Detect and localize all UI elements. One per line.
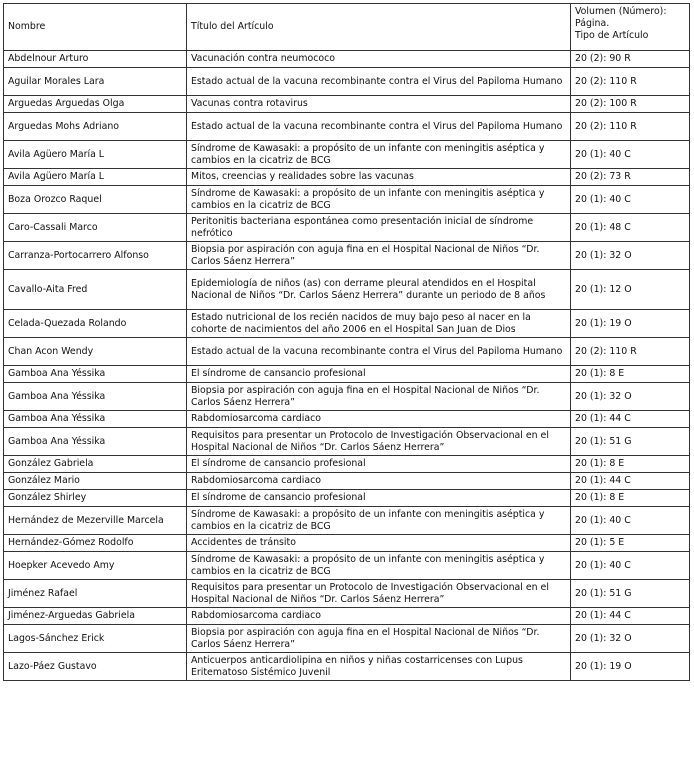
table-row: [4, 625, 690, 653]
article-title-cell: Síndrome de Kawasaki: a propósito de un infante con meningitis aséptica y cambios en la cicatriz de BCG: [187, 552, 571, 580]
table-row: [4, 214, 690, 242]
author-name-cell: Avila Agüero María L: [4, 141, 187, 169]
article-title-cell: Biopsia por aspiración con aguja fina en el Hospital Nacional de Niños “Dr. Carlos Sáenz Herrera”: [187, 383, 571, 411]
table-row: [4, 580, 690, 608]
author-index-table: [3, 3, 690, 681]
header-row: [4, 4, 690, 51]
author-name-cell: González Mario: [4, 473, 187, 490]
article-title-cell: Epidemiología de niños (as) con derrame pleural atendidos en el Hospital Nacional de Niños “Dr. Carlos Sáenz Herrera” durante un periodo de 8 años: [187, 270, 571, 310]
header-title: Título del Artículo: [187, 4, 571, 51]
article-title-cell: Estado actual de la vacuna recombinante contra el Virus del Papiloma Humano: [187, 68, 571, 96]
volume-page-type-cell: 20 (1): 48 C: [571, 214, 690, 242]
table-row: [4, 490, 690, 507]
volume-page-type-cell: 20 (1): 8 E: [571, 456, 690, 473]
author-name-cell: Arguedas Arguedas Olga: [4, 96, 187, 113]
author-name-cell: Gamboa Ana Yéssika: [4, 411, 187, 428]
volume-page-type-cell: 20 (1): 5 E: [571, 535, 690, 552]
author-name-cell: Hernández de Mezerville Marcela: [4, 507, 187, 535]
table-row: [4, 169, 690, 186]
volume-page-type-cell: 20 (1): 8 E: [571, 366, 690, 383]
table-row: [4, 473, 690, 490]
article-title-cell: Vacunación contra neumococo: [187, 51, 571, 68]
author-name-cell: Lagos-Sánchez Erick: [4, 625, 187, 653]
article-title-cell: El síndrome de cansancio profesional: [187, 490, 571, 507]
author-name-cell: Hernández-Gómez Rodolfo: [4, 535, 187, 552]
article-title-cell: Rabdomiosarcoma cardiaco: [187, 608, 571, 625]
table-body: [4, 51, 690, 681]
author-name-cell: Arguedas Mohs Adriano: [4, 113, 187, 141]
volume-page-type-cell: 20 (2): 90 R: [571, 51, 690, 68]
table-row: [4, 535, 690, 552]
header-volume-line-1: Volumen (Número):: [575, 6, 667, 17]
author-name-cell: Chan Acon Wendy: [4, 338, 187, 366]
table-row: [4, 456, 690, 473]
author-name-cell: Gamboa Ana Yéssika: [4, 428, 187, 456]
table-row: [4, 141, 690, 169]
article-title-cell: El síndrome de cansancio profesional: [187, 456, 571, 473]
table-row: [4, 242, 690, 270]
article-title-cell: Mitos, creencias y realidades sobre las vacunas: [187, 169, 571, 186]
volume-page-type-cell: 20 (2): 73 R: [571, 169, 690, 186]
volume-page-type-cell: 20 (2): 100 R: [571, 96, 690, 113]
volume-page-type-cell: 20 (1): 40 C: [571, 552, 690, 580]
article-title-cell: Vacunas contra rotavirus: [187, 96, 571, 113]
article-title-cell: Accidentes de tránsito: [187, 535, 571, 552]
header-volume: [571, 4, 690, 51]
header-name: Nombre: [4, 4, 187, 51]
table-row: [4, 310, 690, 338]
volume-page-type-cell: 20 (1): 44 C: [571, 608, 690, 625]
volume-page-type-cell: 20 (1): 12 O: [571, 270, 690, 310]
article-title-cell: Estado actual de la vacuna recombinante contra el Virus del Papiloma Humano: [187, 338, 571, 366]
table-row: [4, 383, 690, 411]
volume-page-type-cell: 20 (1): 40 C: [571, 141, 690, 169]
volume-page-type-cell: 20 (1): 51 G: [571, 580, 690, 608]
volume-page-type-cell: 20 (1): 44 C: [571, 411, 690, 428]
table-row: [4, 186, 690, 214]
volume-page-type-cell: 20 (1): 32 O: [571, 242, 690, 270]
article-title-cell: Síndrome de Kawasaki: a propósito de un infante con meningitis aséptica y cambios en la cicatriz de BCG: [187, 141, 571, 169]
volume-page-type-cell: 20 (1): 51 G: [571, 428, 690, 456]
author-name-cell: Hoepker Acevedo Amy: [4, 552, 187, 580]
volume-page-type-cell: 20 (1): 32 O: [571, 383, 690, 411]
article-title-cell: Rabdomiosarcoma cardiaco: [187, 473, 571, 490]
article-title-cell: Estado actual de la vacuna recombinante contra el Virus del Papiloma Humano: [187, 113, 571, 141]
table-row: [4, 507, 690, 535]
table-row: [4, 653, 690, 681]
author-name-cell: Jiménez Rafael: [4, 580, 187, 608]
volume-page-type-cell: 20 (1): 44 C: [571, 473, 690, 490]
author-name-cell: González Gabriela: [4, 456, 187, 473]
author-name-cell: Gamboa Ana Yéssika: [4, 383, 187, 411]
table-row: [4, 51, 690, 68]
author-name-cell: Celada-Quezada Rolando: [4, 310, 187, 338]
article-title-cell: Síndrome de Kawasaki: a propósito de un infante con meningitis aséptica y cambios en la cicatriz de BCG: [187, 507, 571, 535]
author-name-cell: Gamboa Ana Yéssika: [4, 366, 187, 383]
volume-page-type-cell: 20 (1): 40 C: [571, 507, 690, 535]
table-row: [4, 113, 690, 141]
author-name-cell: Avila Agüero María L: [4, 169, 187, 186]
article-title-cell: Síndrome de Kawasaki: a propósito de un infante con meningitis aséptica y cambios en la cicatriz de BCG: [187, 186, 571, 214]
article-title-cell: Biopsia por aspiración con aguja fina en el Hospital Nacional de Niños “Dr. Carlos Sáenz Herrera”: [187, 625, 571, 653]
volume-page-type-cell: 20 (1): 32 O: [571, 625, 690, 653]
author-name-cell: Abdelnour Arturo: [4, 51, 187, 68]
header-volume-line-2: Página.: [575, 18, 610, 29]
author-name-cell: Caro-Cassali Marco: [4, 214, 187, 242]
volume-page-type-cell: 20 (1): 40 C: [571, 186, 690, 214]
author-name-cell: González Shirley: [4, 490, 187, 507]
table-row: [4, 338, 690, 366]
article-title-cell: El síndrome de cansancio profesional: [187, 366, 571, 383]
table-row: [4, 608, 690, 625]
author-name-cell: Carranza-Portocarrero Alfonso: [4, 242, 187, 270]
article-title-cell: Biopsia por aspiración con aguja fina en el Hospital Nacional de Niños “Dr. Carlos Sáenz Herrera”: [187, 242, 571, 270]
author-name-cell: Aguilar Morales Lara: [4, 68, 187, 96]
table-row: [4, 552, 690, 580]
article-title-cell: Anticuerpos anticardiolipina en niños y niñas costarricenses con Lupus Eritematoso Sistémico Juvenil: [187, 653, 571, 681]
author-name-cell: Cavallo-Aita Fred: [4, 270, 187, 310]
header-volume-line-3: Tipo de Artículo: [575, 30, 649, 41]
table-row: [4, 366, 690, 383]
table-row: [4, 411, 690, 428]
volume-page-type-cell: 20 (1): 8 E: [571, 490, 690, 507]
article-title-cell: Estado nutricional de los recién nacidos de muy bajo peso al nacer en la cohorte de nacimientos del año 2006 en el Hospital San Juan de Dios: [187, 310, 571, 338]
table-row: [4, 96, 690, 113]
table-row: [4, 270, 690, 310]
author-name-cell: Jiménez-Arguedas Gabriela: [4, 608, 187, 625]
volume-page-type-cell: 20 (2): 110 R: [571, 338, 690, 366]
author-name-cell: Lazo-Páez Gustavo: [4, 653, 187, 681]
author-name-cell: Boza Orozco Raquel: [4, 186, 187, 214]
article-title-cell: Peritonitis bacteriana espontánea como presentación inicial de síndrome nefrótico: [187, 214, 571, 242]
article-title-cell: Requisitos para presentar un Protocolo de Investigación Observacional en el Hospital Nacional de Niños “Dr. Carlos Sáenz Herrera”: [187, 580, 571, 608]
table-row: [4, 428, 690, 456]
article-title-cell: Requisitos para presentar un Protocolo de Investigación Observacional en el Hospital Nacional de Niños “Dr. Carlos Sáenz Herrera”: [187, 428, 571, 456]
article-title-cell: Rabdomiosarcoma cardiaco: [187, 411, 571, 428]
volume-page-type-cell: 20 (2): 110 R: [571, 113, 690, 141]
table-row: [4, 68, 690, 96]
volume-page-type-cell: 20 (2): 110 R: [571, 68, 690, 96]
volume-page-type-cell: 20 (1): 19 O: [571, 653, 690, 681]
volume-page-type-cell: 20 (1): 19 O: [571, 310, 690, 338]
